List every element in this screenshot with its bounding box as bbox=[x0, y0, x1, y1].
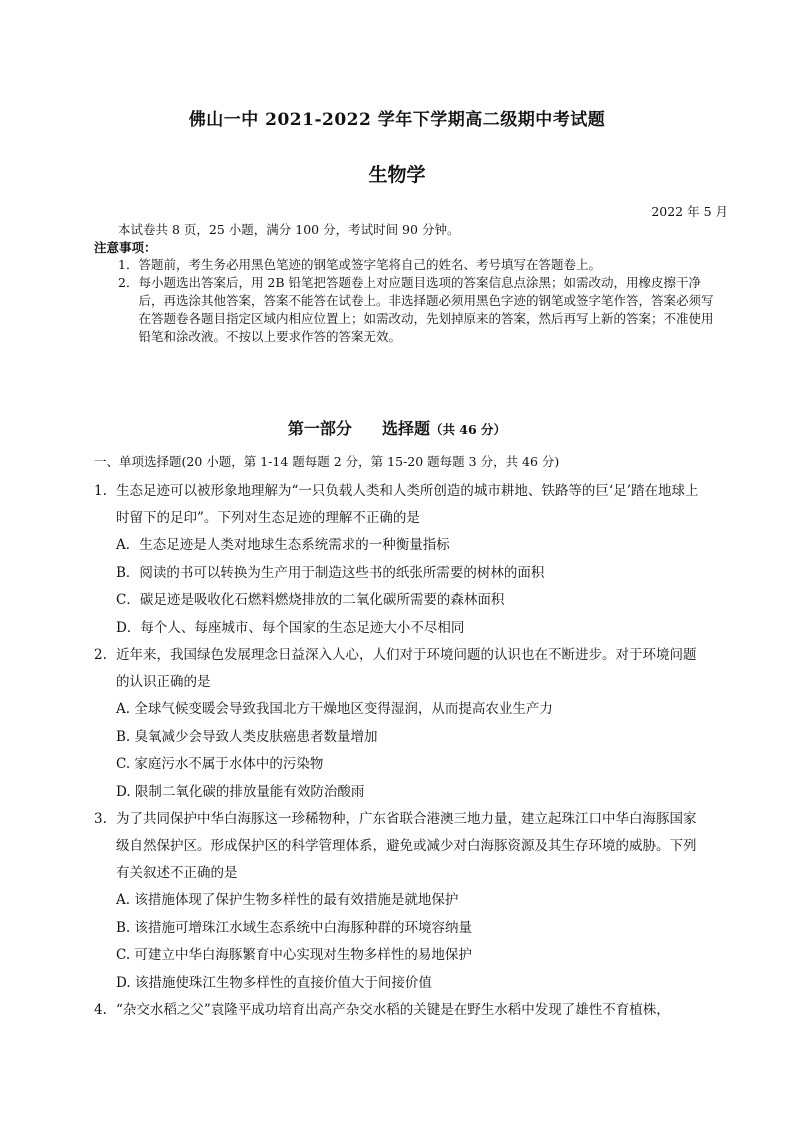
option-d: D. 限制二氧化碳的排放量能有效防治酸雨 bbox=[116, 783, 365, 800]
notice-list bbox=[118, 256, 718, 346]
question-number: 2. bbox=[94, 647, 107, 663]
question-number: 4. bbox=[94, 1002, 107, 1018]
question-text: “杂交水稻之父”袁隆平成功培育出高产杂交水稻的关键是在野生水稻中发现了雄性不育植株， bbox=[116, 1002, 670, 1018]
option-d: D．每个人、每座城市、每个国家的生态足迹大小不尽相同 bbox=[116, 619, 465, 636]
question-stem bbox=[94, 478, 708, 532]
option-c: C．碳足迹是吸收化石燃料燃烧排放的二氧化碳所需要的森林面积 bbox=[116, 592, 505, 608]
question-stem bbox=[94, 642, 708, 696]
part-score: （共 46 分） bbox=[429, 422, 507, 437]
part-label: 第一部分 bbox=[287, 419, 352, 438]
question-2 bbox=[94, 642, 708, 806]
option-a: A．生态足迹是人类对地球生态系统需求的一种衡量指标 bbox=[116, 537, 450, 553]
question-text: 为了共同保护中华白海豚这一珍稀物种，广东省联合港澳三地力量，建立起珠江口中华白海豚国家级自然保护区。形成保护区的科学管理体系，避免或减少对白海豚资源及其生存环境的威胁。下列有关叙述不正确的是 bbox=[116, 811, 697, 881]
question-number: 1. bbox=[94, 483, 107, 499]
question-text: 近年来，我国绿色发展理念日益深入人心，人们对于环境问题的认识也在不断进步。对于环境问题的认识正确的是 bbox=[116, 647, 697, 690]
question-list bbox=[94, 478, 708, 1024]
question-stem bbox=[94, 997, 708, 1024]
question-1 bbox=[94, 478, 708, 642]
exam-intro: 本试卷共 8 页，25 小题，满分 100 分，考试时间 90 分钟。 bbox=[118, 222, 460, 237]
question-text: 生态足迹可以被形象地理解为“一只负载人类和人类所创造的城市耕地、铁路等的巨‘足’踏在地球上时留下的足印”。下列对生态足迹的理解不正确的是 bbox=[116, 483, 699, 526]
option-b: B. 该措施可增珠江水域生态系统中白海豚种群的环境容纳量 bbox=[116, 919, 473, 936]
notice-text: 答题前，考生务必用黑色笔迹的钢笔或签字笔将自己的姓名、考号填写在答题卷上。 bbox=[138, 257, 601, 272]
option-b: B. 臭氧减少会导致人类皮肤癌患者数量增加 bbox=[116, 728, 378, 745]
section-heading: 一、单项选择题(20 小题，第 1-14 题每题 2 分，第 15-20 题每题 3 分，共 46 分) bbox=[94, 454, 560, 469]
question-3 bbox=[94, 806, 708, 997]
option-d: D. 该措施使珠江生物多样性的直接价值大于间接价值 bbox=[116, 974, 432, 991]
notice-item bbox=[118, 274, 718, 346]
option-c: C. 家庭污水不属于水体中的污染物 bbox=[116, 756, 324, 772]
question-4 bbox=[94, 997, 708, 1024]
notice-text: 每小题选出答案后，用 2B 铅笔把答题卷上对应题目选项的答案信息点涂黑；如需改动，用橡皮擦干净后，再选涂其他答案，答案不能答在试卷上。非选择题必须用黑色字迹的钢笔或签字笔作答，答案必须写在答题卷各题目指定区域内相应位置上；如需改动，先划掉原来的答案，然后再写上新的答案；不准使用铅笔和涂改液。不按以上要求作答的答案无效。 bbox=[138, 275, 714, 344]
question-number: 3. bbox=[94, 811, 107, 827]
notice-heading: 注意事项： bbox=[94, 240, 157, 255]
option-a: A. 全球气候变暖会导致我国北方干燥地区变得湿润，从而提高农业生产力 bbox=[116, 701, 553, 717]
option-b: B．阅读的书可以转换为生产用于制造这些书的纸张所需要的树林的面积 bbox=[116, 564, 545, 581]
exam-title: 佛山一中 2021-2022 学年下学期高二级期中考试题 bbox=[188, 110, 606, 130]
part-name: 选择题 bbox=[381, 419, 430, 438]
notice-item bbox=[118, 256, 718, 274]
exam-date: 2022 年 5 月 bbox=[651, 204, 728, 219]
notice-number: 2． bbox=[118, 275, 139, 290]
part-heading bbox=[0, 416, 794, 439]
option-a: A. 该措施体现了保护生物多样性的最有效措施是就地保护 bbox=[116, 892, 459, 908]
option-c: C. 可建立中华白海豚繁育中心实现对生物多样性的易地保护 bbox=[116, 947, 472, 963]
notice-number: 1． bbox=[118, 257, 139, 272]
subject-title: 生物学 bbox=[368, 164, 426, 186]
question-stem bbox=[94, 806, 708, 887]
